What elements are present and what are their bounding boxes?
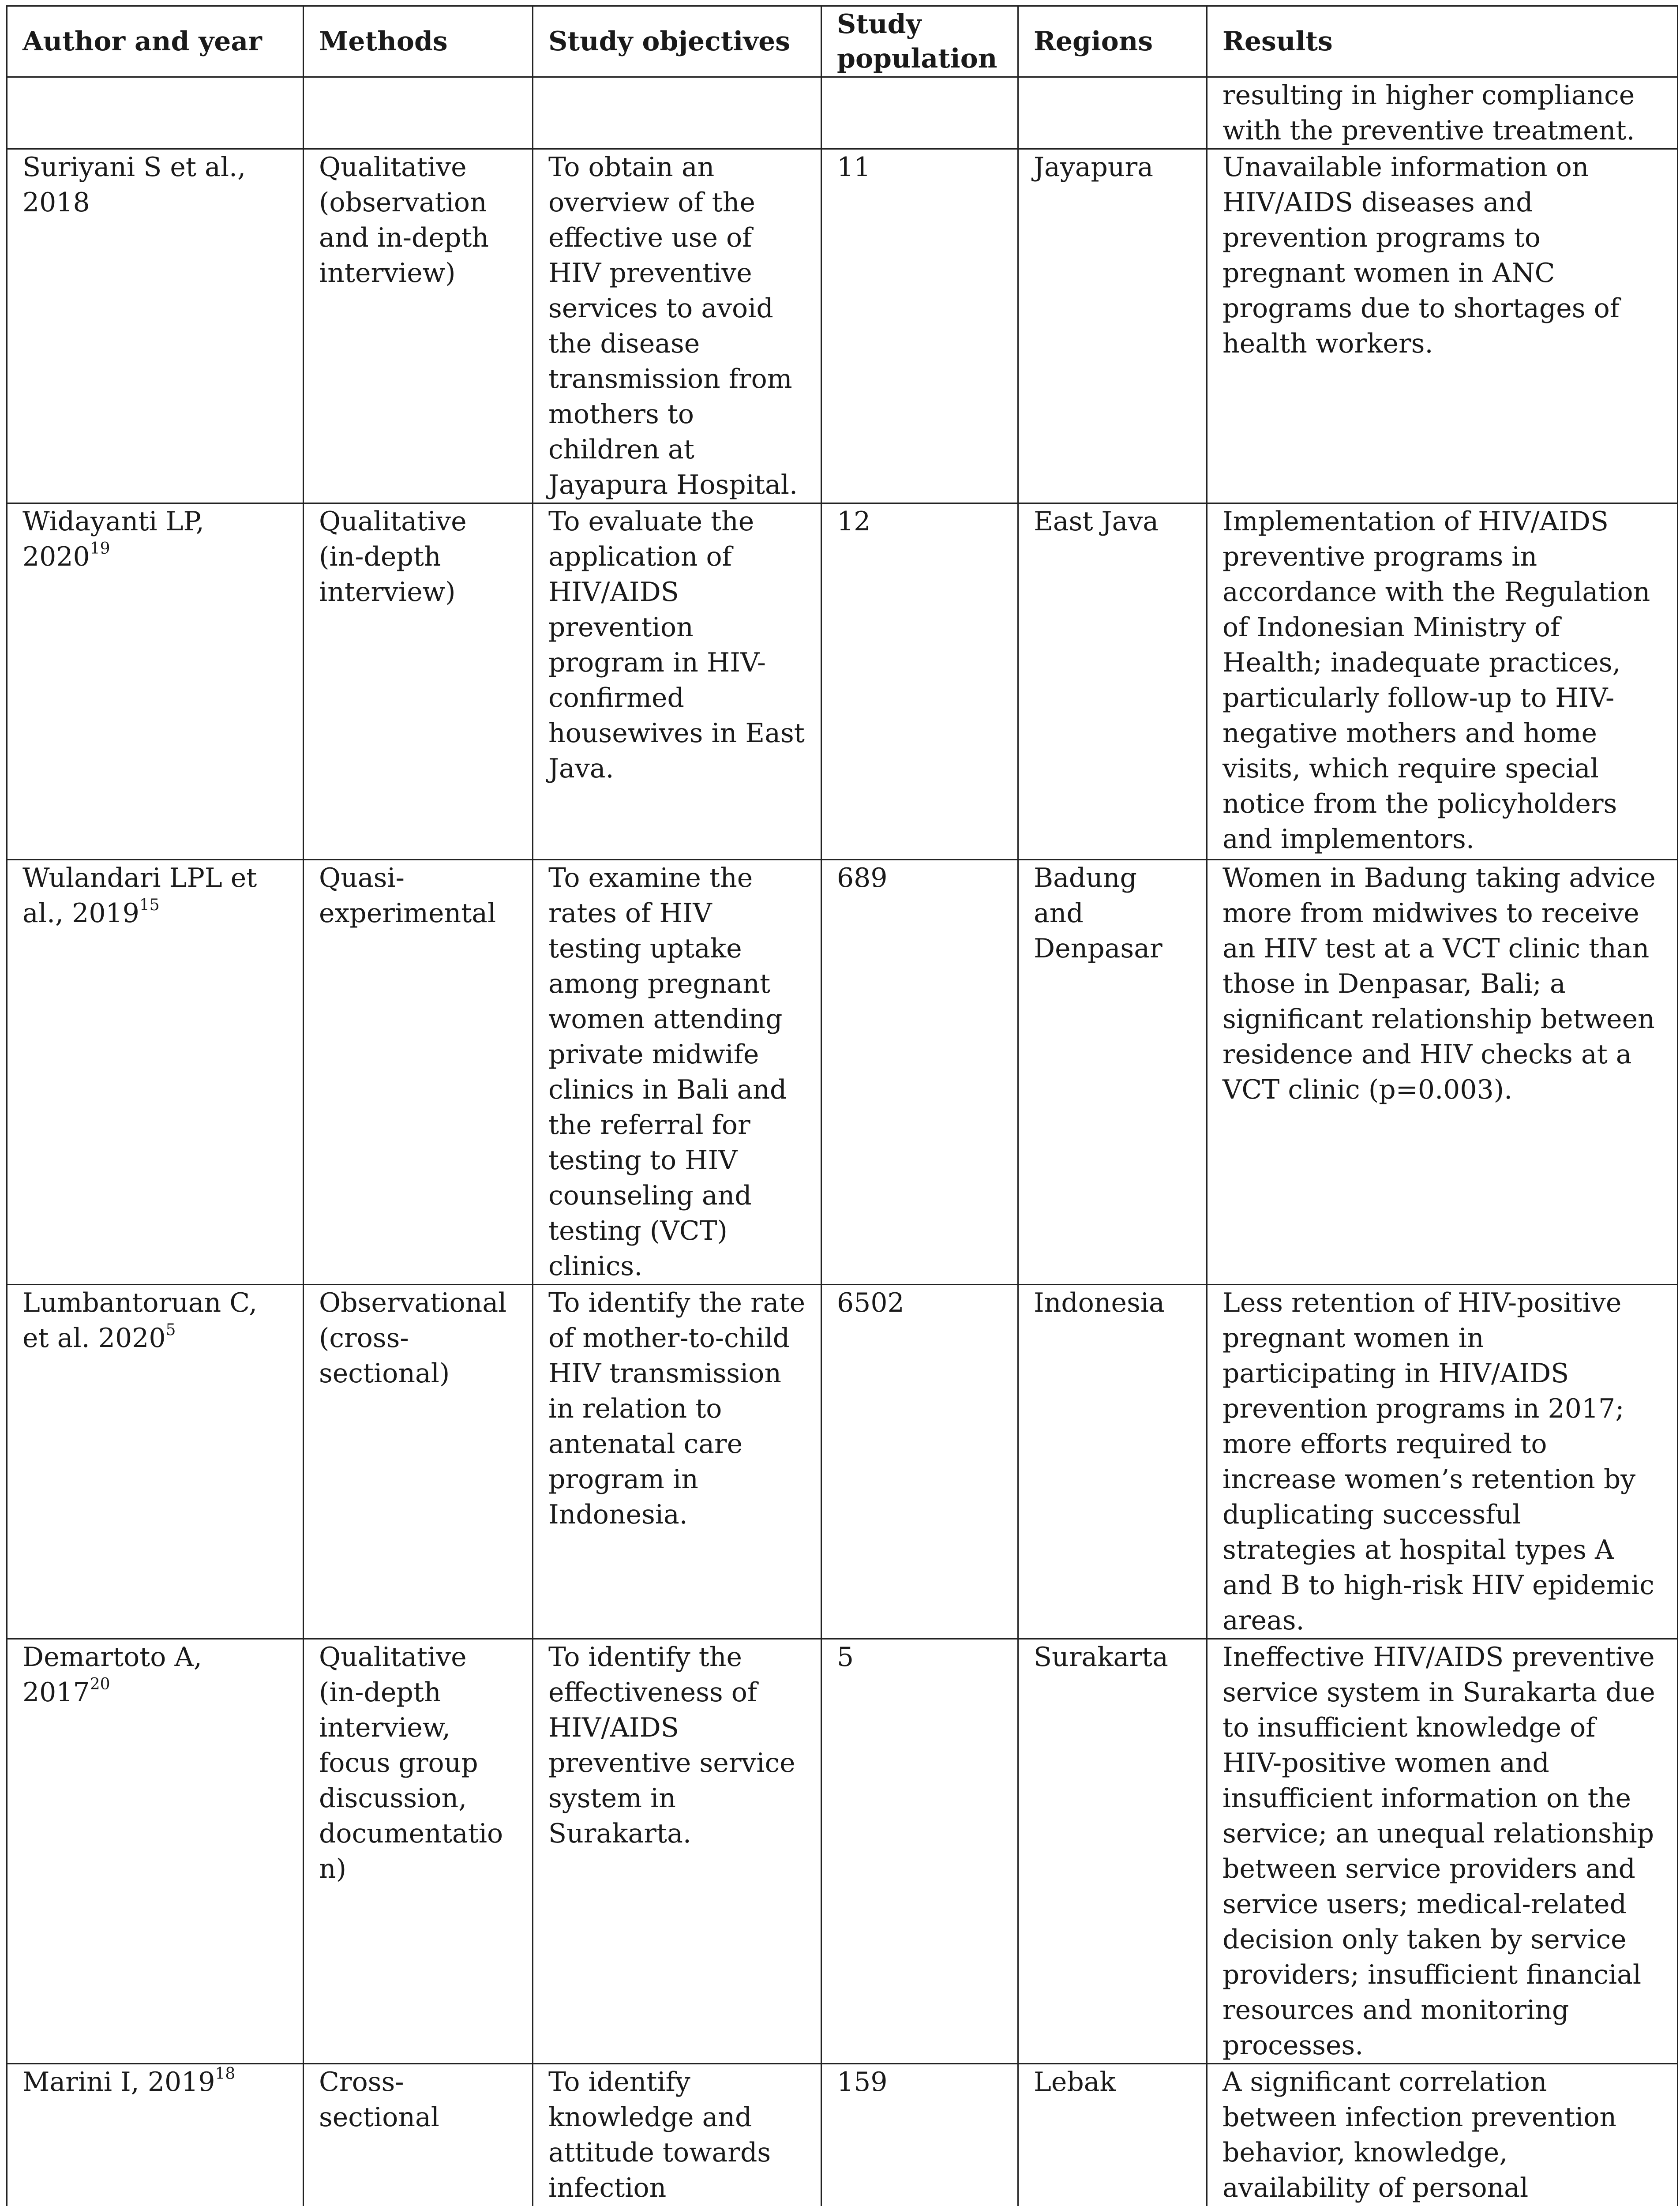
header-methods: Methods	[304, 6, 533, 77]
cell-objectives: To identify knowledge and attitude towards infection	[533, 2064, 821, 2206]
cell-objectives: To examine the rates of HIV testing uptake among pregnant women attending private midwife clinics in Bali and the referral for testing to HIV counseling and testing (VCT) clinics.	[533, 860, 821, 1285]
table-row	[7, 149, 1678, 503]
author-text: Demartoto A, 2017	[22, 1642, 202, 1708]
table-row	[7, 503, 1678, 860]
cell-regions: Indonesia	[1018, 1285, 1207, 1639]
cell-regions: Badung and Denpasar	[1018, 860, 1207, 1285]
header-study-objectives: Study objectives	[533, 6, 821, 77]
header-results: Results	[1207, 6, 1678, 77]
cell-population	[821, 77, 1018, 149]
cell-population: 159	[821, 2064, 1018, 2206]
table-row	[7, 2064, 1678, 2206]
author-text: Marini I, 2019	[22, 2067, 215, 2097]
cell-methods: Qualitative (observation and in-depth interview)	[304, 149, 533, 503]
header-study-population: Study population	[821, 6, 1018, 77]
cell-methods: Cross-sectional	[304, 2064, 533, 2206]
author-text: Lumbantoruan C, et al. 2020	[22, 1287, 257, 1354]
cell-author	[7, 1285, 304, 1639]
cell-methods: Qualitative (in-depth interview)	[304, 503, 533, 860]
cell-objectives: To identify the rate of mother-to-child HIV transmission in relation to antenatal care program in Indonesia.	[533, 1285, 821, 1639]
author-text: Wulandari LPL et al., 2019	[22, 863, 257, 929]
author-ref: 5	[166, 1321, 176, 1339]
cell-methods: Qualitative (in-depth interview, focus group discussion, documentation)	[304, 1639, 533, 2064]
cell-methods	[304, 77, 533, 149]
cell-objectives: To evaluate the application of HIV/AIDS prevention program in HIV-confirmed housewives in East Java.	[533, 503, 821, 860]
cell-methods: Quasi-experimental	[304, 860, 533, 1285]
cell-results: A significant correlation between infection prevention behavior, knowledge, availability of personal	[1207, 2064, 1678, 2206]
cell-regions: Jayapura	[1018, 149, 1207, 503]
cell-population: 689	[821, 860, 1018, 1285]
table-row	[7, 860, 1678, 1285]
cell-population: 5	[821, 1639, 1018, 2064]
author-text: Widayanti LP, 2020	[22, 506, 204, 572]
cell-objectives: To identify the effectiveness of HIV/AIDS preventive service system in Surakarta.	[533, 1639, 821, 2064]
header-author-year: Author and year	[7, 6, 304, 77]
cell-results: Implementation of HIV/AIDS preventive programs in accordance with the Regulation of Indonesian Ministry of Health; inadequate practices, particularly follow-up to HIV-negative mothers and home visits, which require special notice from the policyholders and implementors.	[1207, 503, 1678, 860]
cell-results: resulting in higher compliance with the preventive treatment.	[1207, 77, 1678, 149]
cell-author	[7, 860, 304, 1285]
cell-regions: East Java	[1018, 503, 1207, 860]
cell-results: Unavailable information on HIV/AIDS diseases and prevention programs to pregnant women in ANC programs due to shortages of health workers.	[1207, 149, 1678, 503]
author-ref: 15	[139, 896, 160, 914]
author-ref: 20	[90, 1675, 110, 1693]
cell-population: 11	[821, 149, 1018, 503]
studies-table	[6, 5, 1678, 2206]
cell-results: Ineffective HIV/AIDS preventive service system in Surakarta due to insufficient knowledge of HIV-positive women and insufficient information on the service; an unequal relationship between service providers and service users; medical-related decision only taken by service providers; insufficient financial resources and monitoring processes.	[1207, 1639, 1678, 2064]
author-ref: 18	[215, 2065, 236, 2083]
cell-objectives	[533, 77, 821, 149]
cell-results: Less retention of HIV-positive pregnant women in participating in HIV/AIDS prevention programs in 2017; more efforts required to increase women’s retention by duplicating successful strategies at hospital types A and B to high-risk HIV epidemic areas.	[1207, 1285, 1678, 1639]
cell-methods: Observational (cross-sectional)	[304, 1285, 533, 1639]
cell-author	[7, 149, 304, 503]
cell-results: Women in Badung taking advice more from midwives to receive an HIV test at a VCT clinic than those in Denpasar, Bali; a significant relationship between residence and HIV checks at a VCT clinic (p=0.003).	[1207, 860, 1678, 1285]
cell-regions: Surakarta	[1018, 1639, 1207, 2064]
cell-objectives: To obtain an overview of the effective use of HIV preventive services to avoid the disease transmission from mothers to children at Jayapura Hospital.	[533, 149, 821, 503]
cell-author	[7, 2064, 304, 2206]
cell-regions: Lebak	[1018, 2064, 1207, 2206]
header-regions: Regions	[1018, 6, 1207, 77]
cell-author	[7, 77, 304, 149]
table-row	[7, 1639, 1678, 2064]
cell-author	[7, 1639, 304, 2064]
cell-population: 12	[821, 503, 1018, 860]
cell-author	[7, 503, 304, 860]
cell-regions	[1018, 77, 1207, 149]
table-row	[7, 1285, 1678, 1639]
author-text: Suriyani S et al., 2018	[22, 152, 246, 218]
cell-population: 6502	[821, 1285, 1018, 1639]
table-header-row	[7, 6, 1678, 77]
author-ref: 19	[90, 540, 110, 558]
table-row	[7, 77, 1678, 149]
